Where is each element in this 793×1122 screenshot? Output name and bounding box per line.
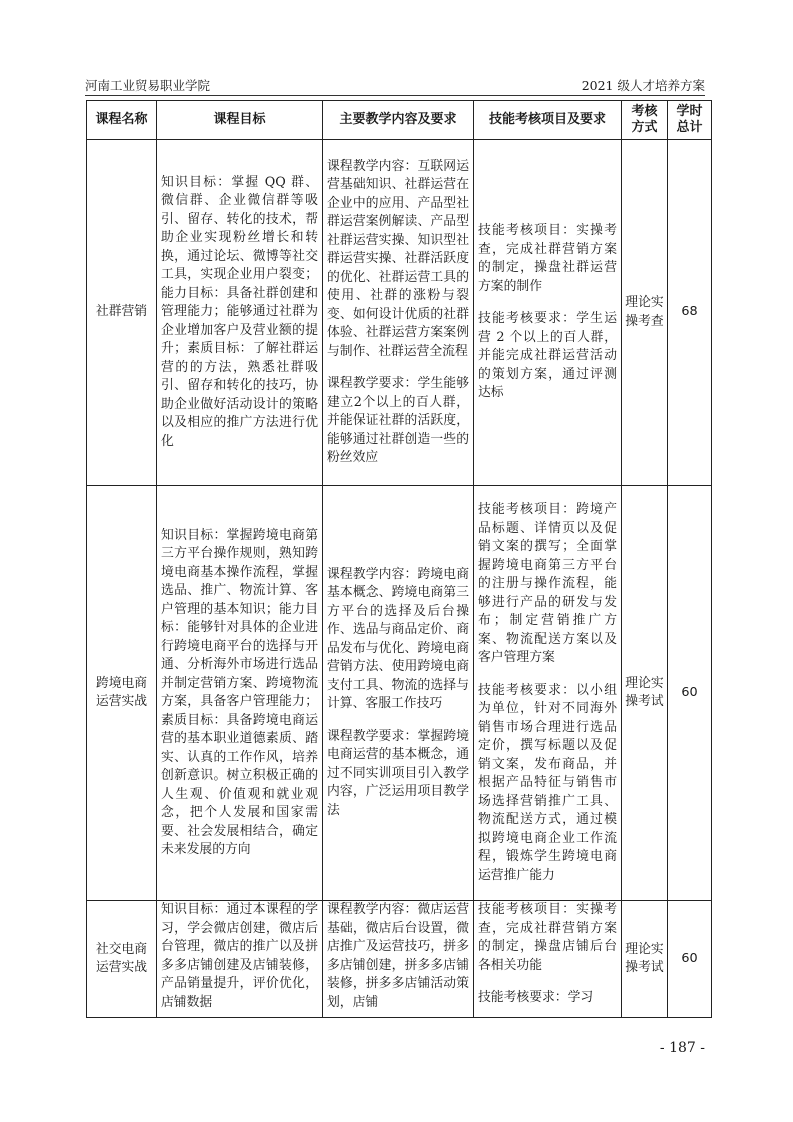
content-main: 课程教学内容：跨境电商基本概念、跨境电商第三方平台的选择及后台操作、选品与商品定价、商品发布与优化、跨境电商营销方法、使用跨境电商支付工具、物流的选择与计算、客服工作技巧 bbox=[327, 566, 469, 712]
course-content bbox=[323, 486, 474, 901]
total-hours: 68 bbox=[668, 140, 712, 486]
skill-assessment bbox=[474, 901, 622, 1018]
column-header: 考核方式 bbox=[622, 101, 668, 140]
total-hours: 60 bbox=[668, 486, 712, 901]
column-header: 主要教学内容及要求 bbox=[323, 101, 474, 140]
assessment-method: 理论实操考试 bbox=[622, 486, 668, 901]
column-header: 课程目标 bbox=[157, 101, 323, 140]
header-divider bbox=[85, 95, 705, 96]
content-main: 课程教学内容：微店运营基础，微店后台设置，微店推广及运营技巧，拼多多店铺创建，拼多多店铺装修，拼多多店铺活动策划，店铺 bbox=[327, 902, 469, 1010]
skill-requirement: 技能考核要求：以小组为单位，针对不同海外销售市场合理进行选品定价，撰写标题以及促销文案，发布商品，并根据产品特征与销售市场选择营销推广工具、物流配送方式，通过模拟跨境电商企业工作流程，锻炼学生跨境电商运营推广能力 bbox=[478, 682, 617, 883]
header-plan-title: 2021 级人才培养方案 bbox=[581, 78, 705, 93]
column-header: 课程名称 bbox=[87, 101, 157, 140]
course-objective: 知识目标：掌握 QQ 群、微信群、企业微信群等吸引、留存、转化的技术，帮助企业实现粉丝增长和转换，通过论坛、微博等社交工具，实现企业用户裂变；能力目标：具备社群创建和管理能力；能够通过社群为企业增加客户及营业额的提升；素质目标：了解社群运营的的方法，熟悉社群吸引、留存和转化的技巧，协助企业做好活动设计的策略以及相应的推广方法进行优化 bbox=[157, 140, 323, 486]
skill-requirement: 技能考核要求：学习 bbox=[478, 990, 594, 1005]
course-name: 跨境电商运营实战 bbox=[87, 486, 157, 901]
total-hours: 60 bbox=[668, 901, 712, 1018]
table-header-row bbox=[87, 101, 712, 140]
content-main: 课程教学内容：互联网运营基础知识、社群运营在企业中的应用、产品型社群运营案例解读、产品型社群运营实操、知识型社群运营实操、社群活跃度的优化、社群运营工具的使用、社群的涨粉与裂变、如何设计优质的社群体验、社群运营方案案例与制作、社群运营全流程 bbox=[327, 158, 469, 359]
assessment-method: 理论实操考试 bbox=[622, 901, 668, 1018]
column-header: 技能考核项目及要求 bbox=[474, 101, 622, 140]
course-content bbox=[323, 901, 474, 1018]
column-header: 学时总计 bbox=[668, 101, 712, 140]
skill-assessment bbox=[474, 140, 622, 486]
course-objective: 知识目标：通过本课程的学习，学会微店创建，微店后台管理，微店的推广以及拼多多店铺创建及店铺装修，产品销量提升，评价优化，店铺数据 bbox=[157, 901, 323, 1018]
course-objective: 知识目标：掌握跨境电商第三方平台操作规则，熟知跨境电商基本操作流程，掌握选品、推广、物流计算、客户管理的基本知识；能力目标：能够针对具体的企业进行跨境电商平台的选择与开通、分析海外市场进行选品并制定营销方案、跨境物流方案，具备客户管理能力；素质目标：具备跨境电商运营的基本职业道德素质、踏实、认真的工作作风，培养创新意识。树立积极正确的人生观、价值观和就业观念，把个人发展和国家需要、社会发展相结合，确定未来发展的方向 bbox=[157, 486, 323, 901]
page-number: - 187 - bbox=[659, 1040, 705, 1056]
course-name: 社交电商运营实战 bbox=[87, 901, 157, 1018]
skill-item: 技能考核项目：实操考查，完成社群营销方案的制定，操盘社群运营方案的制作 bbox=[478, 223, 617, 294]
skill-item: 技能考核项目：实操考查，完成社群营销方案的制定，操盘店铺后台各相关功能 bbox=[478, 902, 617, 973]
course-name: 社群营销 bbox=[87, 140, 157, 486]
content-requirement: 课程教学要求：学生能够建立2个以上的百人群，并能保证社群的活跃度，能够通过社群创造一些的粉丝效应 bbox=[327, 376, 469, 465]
course-content bbox=[323, 140, 474, 486]
header-school-name: 河南工业贸易职业学院 bbox=[85, 78, 211, 93]
course-table bbox=[86, 100, 712, 1018]
table-row bbox=[87, 901, 712, 1018]
assessment-method: 理论实操考查 bbox=[622, 140, 668, 486]
content-requirement: 课程教学要求：掌握跨境电商运营的基本概念，通过不同实训项目引入教学内容，广泛运用项目教学法 bbox=[327, 728, 469, 818]
skill-requirement: 技能考核要求：学生运营 2 个以上的百人群，并能完成社群运营活动的策划方案，通过评测达标 bbox=[478, 311, 617, 401]
skill-item: 技能考核项目：跨境产品标题、详情页以及促销文案的撰写；全面掌握跨境电商第三方平台的注册与操作流程，能够进行产品的研发与发布；制定营销推广方案、物流配送方案以及客户管理方案 bbox=[478, 502, 617, 665]
skill-assessment bbox=[474, 486, 622, 901]
table-row bbox=[87, 486, 712, 901]
table-row bbox=[87, 140, 712, 486]
